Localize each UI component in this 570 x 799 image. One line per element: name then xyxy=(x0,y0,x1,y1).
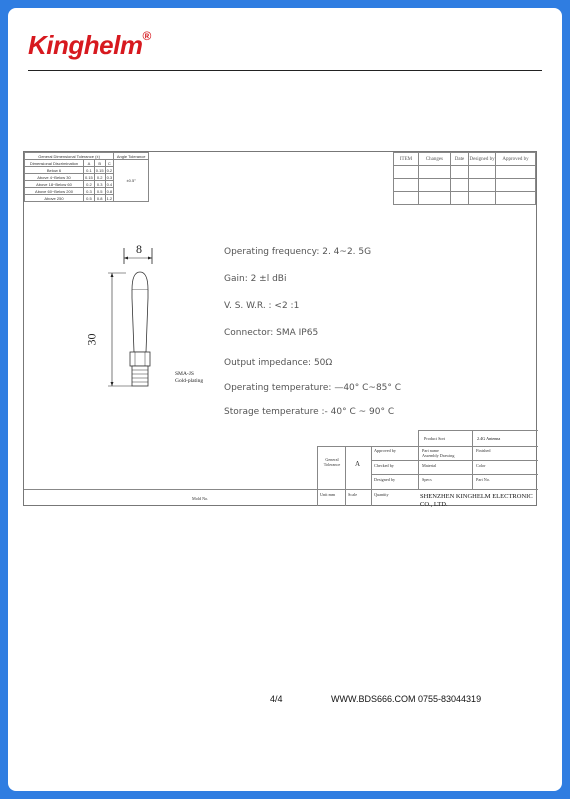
table-row: Above 250 0.5 0.8 1.2 xyxy=(25,195,149,202)
header-rule xyxy=(28,70,542,71)
document-page xyxy=(8,8,562,791)
width-dimension: 8 xyxy=(136,242,142,256)
plating-label: Gold-plating xyxy=(175,378,204,384)
height-dimension: 30 xyxy=(84,333,99,346)
spec-impedance: Output impedance: 50Ω xyxy=(224,358,333,368)
connector-label: SMA-JS xyxy=(175,371,194,377)
drawing-sheet: General Dimensional Tolerance (±) Angle Tolerance Dimensional Discrimination A B C ±0.5° Below 6 0.1 0.15 0.2 Above 4~Below 30 0.15 0.2 0.3 Above 18~Below 60 0.2 0.3 0.4 Above 60~Below 200 0.3 0.5 0.8 Above 250 0.5 0.8 1.2 ITEM Changes Date Designed by Approved by 8 30 SMA-JS Gold-plating Operating frequency: 2. 4~2. 5G Gain: 2 ±l dBi V. S. W.R. : <2 :1 Connector: SMA IP65 Output impedance: 50Ω Operating temperature: —40° C~85° C Storage temperature :- 40° C ~ 90° C Product Sort 2.4G Antenna General Tolerance A Approved by Checked by Designed by Part name Assembly Drawing Finished Material Color Specs Part No. Unit:mm Scale Quantity Mold No. SHENZHEN KINGHELM ELECTRONIC CO., LTD. xyxy=(23,151,537,506)
table-row: Above 18~Below 60 0.2 0.3 0.4 xyxy=(25,181,149,188)
footer-contact: WWW.BDS666.COM 0755-83044319 xyxy=(331,694,482,704)
spec-vswr: V. S. W.R. : <2 :1 xyxy=(224,301,300,311)
antenna-drawing xyxy=(94,242,224,392)
table-row: Above 4~Below 30 0.15 0.2 0.3 xyxy=(25,174,149,181)
spec-connector: Connector: SMA IP65 xyxy=(224,328,319,338)
company-name: SHENZHEN KINGHELM ELECTRONIC xyxy=(420,493,533,500)
spec-frequency: Operating frequency: 2. 4~2. 5G xyxy=(224,247,372,257)
spec-storage-temp: Storage temperature :- 40° C ~ 90° C xyxy=(224,407,395,417)
spec-gain: Gain: 2 ±l dBi xyxy=(224,274,287,284)
table-row: Below 6 0.1 0.15 0.2 xyxy=(25,167,149,174)
table-row: Above 60~Below 200 0.3 0.5 0.8 xyxy=(25,188,149,195)
page-number: 4/4 xyxy=(270,694,283,704)
spec-operating-temp: Operating temperature: —40° C~85° C xyxy=(224,383,402,393)
revision-table: ITEM Changes Date Designed by Approved by xyxy=(393,152,536,205)
angle-tolerance-value: ±0.5° xyxy=(114,160,149,202)
kinghelm-logo: Kinghelm® xyxy=(28,29,151,60)
tolerance-table: General Dimensional Tolerance (±) Angle Tolerance Dimensional Discrimination A B C ±0.5° Below 6 0.1 0.15 0.2 Above 4~Below 30 0.15 0.2 0.3 Above 18~Below 60 0.2 0.3 0.4 Above 60~Below 200 0.3 0.5 0.8 Above 250 0.5 0.8 1.2 xyxy=(24,152,149,202)
